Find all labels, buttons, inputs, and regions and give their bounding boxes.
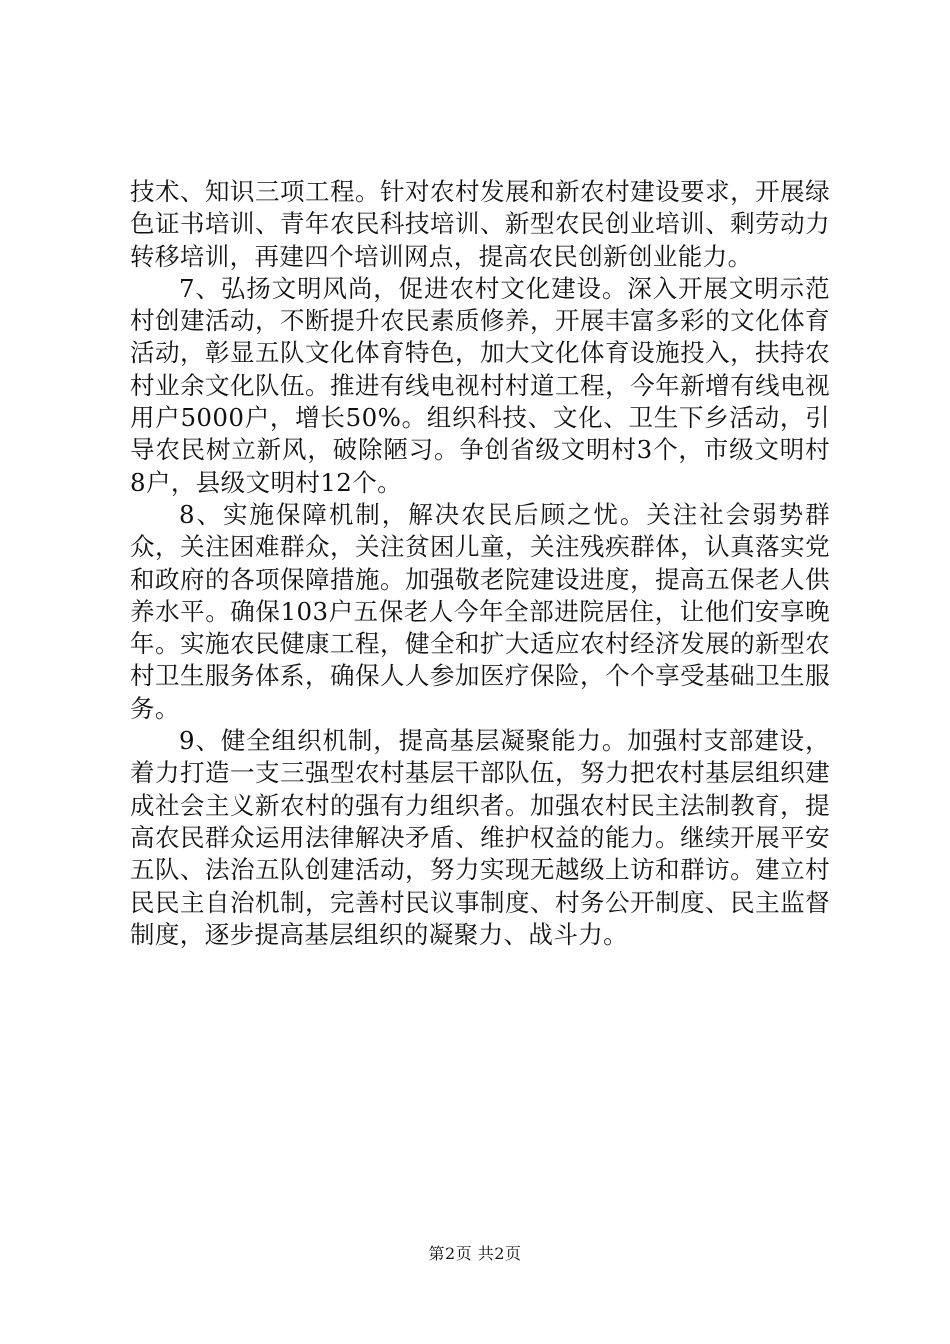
paragraph-continuation: 技术、知识三项工程。针对农村发展和新农村建设要求，开展绿色证书培训、青年农民科技培训、新型农民创业培训、剩劳动力转移培训，再建四个培训网点，提高农民创新创业能力。 xyxy=(130,177,830,271)
paragraph-item-9: 9、健全组织机制，提高基层凝聚能力。加强村支部建设，着力打造一支三强型农村基层干部队伍，努力把农村基层组织建成社会主义新农村的强有力组织者。加强农村民主法制教育，提高农民群众运用法律解决矛盾、维护权益的能力。继续开展平安五队、法治五队创建活动，努力实现无越级上访和群访。建立村民民主自治机制，完善村民议事制度、村务公开制度、民主监督制度，逐步提高基层组织的凝聚力、战斗力。 xyxy=(130,726,830,949)
page-number: 第2页 共2页 xyxy=(428,1244,522,1263)
page-footer xyxy=(0,1242,950,1266)
paragraph-item-8: 8、实施保障机制，解决农民后顾之忧。关注社会弱势群众，关注困难群众，关注贫困儿童，关注残疾群体，认真落实党和政府的各项保障措施。加强敬老院建设进度，提高五保老人供养水平。确保103户五保老人今年全部进院居住，让他们安享晚年。实施农民健康工程，健全和扩大适应农村经济发展的新型农村卫生服务体系，确保人人参加医疗保险，个个享受基础卫生服务。 xyxy=(130,499,830,723)
document-body xyxy=(130,176,830,951)
paragraph-item-7: 7、弘扬文明风尚，促进农村文化建设。深入开展文明示范村创建活动，不断提升农民素质修养，开展丰富多彩的文化体育活动，彰显五队文化体育特色，加大文化体育设施投入，扶持农村业余文化队伍。推进有线电视村村道工程，今年新增有线电视用户5000户，增长50%。组织科技、文化、卫生下乡活动，引导农民树立新风，破除陋习。争创省级文明村3个，市级文明村8户，县级文明村12个。 xyxy=(130,273,830,497)
